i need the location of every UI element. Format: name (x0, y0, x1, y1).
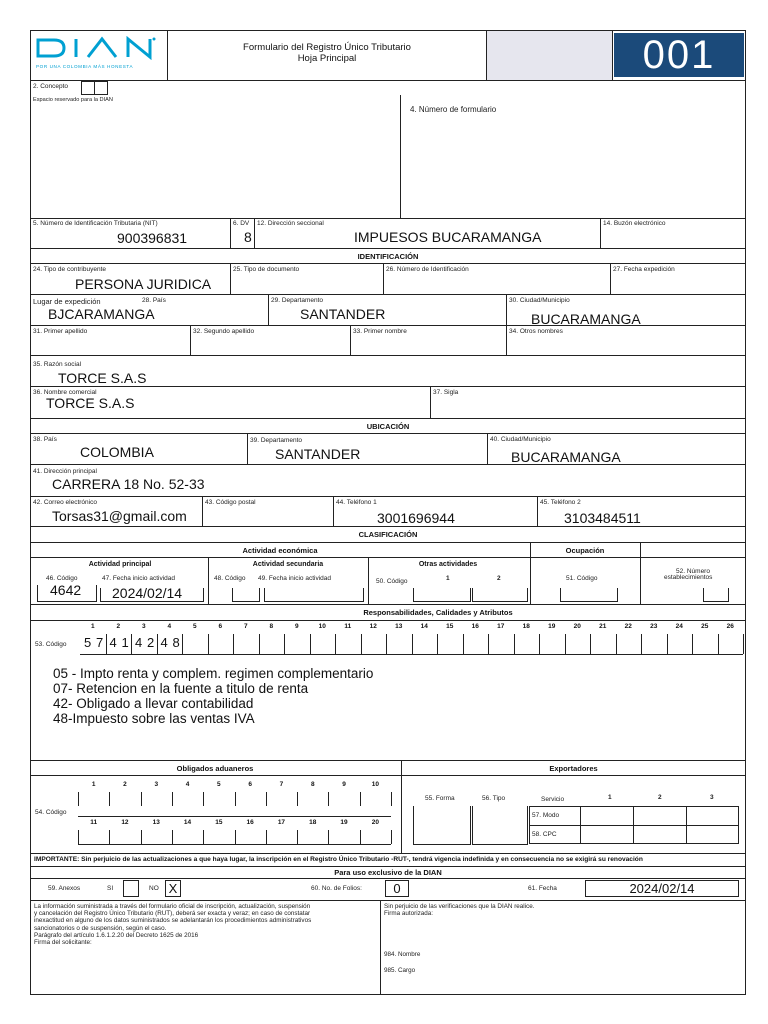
servicio-label: Servicio (541, 796, 565, 803)
correo-label: 42. Correo electrónico (33, 499, 97, 506)
aduaneros-number: 20 (371, 819, 379, 826)
num-id-label: 26. Número de Identificación (386, 266, 469, 273)
servicio-3: 3 (710, 794, 714, 801)
aduaneros-number: 3 (154, 781, 159, 788)
anexos-label: 59. Anexos (48, 885, 81, 892)
aduaneros-number: 9 (342, 781, 346, 788)
nit-label: 5. Número de Identificación Tributaria (NIT) (33, 220, 158, 227)
depto-value: SANTANDER (300, 306, 386, 322)
anexos-si-box[interactable] (123, 880, 139, 897)
aduaneros-number: 2 (123, 781, 127, 788)
resp-number: 13 (395, 623, 403, 630)
resp-lines (53, 666, 373, 726)
aduaneros-number: 14 (183, 819, 192, 826)
tipo-doc-label: 25. Tipo de documento (233, 266, 300, 273)
footer-left-6: Firma del solicitante: (34, 939, 92, 947)
tel1-label: 44. Teléfono 1 (336, 499, 377, 506)
dian-logo (36, 36, 164, 76)
lugar-exp-value: BJCARAMANGA (48, 306, 155, 322)
form-code: 001 (642, 33, 716, 77)
l50: 50. Código (376, 578, 408, 585)
importante-text: IMPORTANTE: Sin perjuicio de las actualizaciones a que haya lugar, la inscripción en el Registro Único Tributario -RUT-, tendrá vigencia indefinida y en consecuencia no se exigirá su renovación (34, 856, 643, 863)
dv-label: 6. DV (233, 220, 250, 227)
ciudad2-label: 40. Ciudad/Municipio (490, 436, 551, 443)
anexos-no-mark: X (168, 881, 178, 896)
concepto-label: 2. Concepto (33, 83, 69, 90)
tel1-value: 3001696944 (377, 510, 455, 526)
ocupacion-title: Ocupación (565, 546, 605, 555)
footer-right-2: Firma autorizada: (384, 910, 433, 918)
resp-number: 26 (726, 623, 734, 630)
resp-code-label: 53. Código (35, 641, 67, 648)
resp-code-digit: 7 (96, 635, 104, 650)
resp-number: 7 (243, 623, 248, 630)
dian-use-title: Para uso exclusivo de la DIAN (334, 868, 442, 877)
concepto-box-2[interactable] (94, 81, 108, 95)
fecha-label: 61. Fecha (528, 885, 557, 892)
resp-number: 1 (90, 623, 95, 630)
aduaneros-number: 4 (185, 781, 190, 788)
resp-number: 18 (522, 623, 530, 630)
nombre-comercial-value: TORCE S.A.S (46, 395, 135, 411)
forma-label: 55. Forma (425, 795, 455, 802)
l46: 46. Código (46, 575, 78, 582)
fecha-box[interactable] (585, 880, 739, 897)
nit-value: 900396831 (117, 230, 188, 246)
razon-social-value: TORCE S.A.S (58, 370, 147, 386)
l51: 51. Código (566, 575, 598, 582)
form-code-box (614, 33, 744, 77)
lugar-exp-label: Lugar de expedición (33, 297, 101, 306)
aduaneros-number: 16 (246, 819, 254, 826)
concepto-box-1[interactable] (81, 81, 95, 95)
otras-2: 2 (497, 575, 501, 582)
aduaneros-label: 54. Código (35, 809, 67, 816)
razon-social-label: 35. Razón social (33, 361, 82, 368)
dv-value: 8 (244, 229, 252, 245)
clasificacion-title: CLASIFICACIÓN (358, 530, 418, 539)
resp-code-digit: 2 (147, 635, 155, 650)
ciudad2-value: BUCARAMANGA (511, 449, 621, 465)
servicio-2: 2 (658, 794, 662, 801)
footer-left-2: y cancelación del Registro Único Tributario (RUT), deberá ser exacta y veraz; en caso de constatar (34, 910, 311, 918)
resp-number: 25 (701, 623, 709, 630)
seccional-value: IMPUESOS BUCARAMANGA (354, 229, 542, 245)
form-number-label: 4. Número de formulario (410, 105, 497, 114)
resp-code-digit: 1 (121, 635, 129, 650)
folios-box[interactable] (385, 880, 409, 897)
primer-nombre-label: 33. Primer nombre (353, 328, 407, 335)
otras-title: Otras actividades (418, 561, 478, 568)
code46-value: 4642 (50, 582, 82, 598)
shaded-box (487, 31, 612, 80)
resp-number: 14 (420, 623, 428, 630)
resp-number: 6 (218, 623, 223, 630)
secundaria-title: Actividad secundaria (252, 561, 324, 568)
resp-line-1: 05 - Impto renta y complem. regimen complementario (53, 666, 374, 681)
aduaneros-number: 1 (91, 781, 96, 788)
aduaneros-number: 6 (248, 781, 252, 788)
tipo-contribuyente-label: 24. Tipo de contribuyente (33, 266, 106, 273)
ciudad-label: 30. Ciudad/Municipio (509, 297, 570, 304)
resp-code-digit: 4 (109, 635, 117, 650)
primer-apellido-label: 31. Primer apellido (33, 328, 88, 335)
fecha-value: 2024/02/14 (629, 881, 695, 896)
footer-right (384, 903, 535, 917)
pais-label: 28. País (142, 297, 166, 304)
otros-nombres-label: 34. Otros nombres (509, 328, 563, 335)
aduaneros-title: Obligados aduaneros (176, 764, 254, 773)
depto2-value: SANTANDER (275, 446, 361, 462)
si-label: SI (107, 885, 114, 892)
l47: 47. Fecha inicio actividad (102, 575, 175, 582)
resp-number: 19 (548, 623, 556, 630)
aduaneros-number: 8 (310, 781, 315, 788)
l48: 48. Código (214, 575, 246, 582)
principal-title: Actividad principal (88, 561, 152, 568)
footer-right-1: Sin perjuicio de las verificaciones que la DIAN realice. (384, 903, 535, 910)
resp-number: 12 (369, 623, 377, 630)
correo-value: Torsas31@gmail.com (52, 508, 187, 524)
logo-tagline: POR UNA COLOMBIA MÁS HONESTA (36, 64, 134, 69)
cpc-label: 58. CPC (532, 831, 557, 838)
resp-code-digit: 5 (84, 635, 92, 650)
nombre-label: 984. Nombre (384, 951, 421, 958)
resp-code-digit: 8 (172, 635, 180, 650)
seccional-label: 12. Dirección seccional (257, 220, 324, 227)
pais2-value: COLOMBIA (80, 444, 154, 460)
resp-number: 20 (573, 623, 581, 630)
modo-label: 57. Modo (532, 812, 560, 819)
aduaneros-number: 12 (121, 819, 129, 826)
folios-value: 0 (393, 881, 401, 896)
tipo-label: 56. Tipo (482, 795, 506, 802)
resp-number: 15 (446, 623, 454, 630)
postal-label: 43. Código postal (205, 499, 256, 506)
direccion-value: CARRERA 18 No. 52-33 (52, 476, 205, 492)
resp-number: 17 (497, 623, 505, 630)
folios-label: 60. No. de Folios: (311, 885, 362, 892)
tel2-value: 3103484511 (564, 510, 641, 526)
aduaneros-number: 19 (340, 819, 348, 826)
footer-left-4: sancionatorios o de suspensión, según el caso. (34, 924, 167, 932)
form-title-line1: Formulario del Registro Único Tributario (243, 42, 411, 53)
resp-number: 4 (167, 623, 172, 630)
resp-number: 10 (318, 623, 326, 630)
aduaneros-number: 13 (152, 819, 160, 826)
resp-number: 11 (344, 623, 352, 630)
aduaneros-number: 7 (279, 781, 284, 788)
l49: 49. Fecha inicio actividad (258, 575, 331, 582)
resp-line-4: 48-Impuesto sobre las ventas IVA (53, 711, 255, 726)
form-title-line2: Hoja Principal (297, 53, 357, 64)
resp-number: 16 (471, 623, 479, 630)
ciudad-value: BUCARAMANGA (531, 311, 641, 327)
depto2-label: 39. Departamento (250, 437, 303, 444)
identificacion-title: IDENTIFICACIÓN (357, 252, 419, 261)
footer-left-1: La información suministrada a través del formulario oficial de inscripción, actualización, suspensión (34, 903, 311, 910)
tel2-label: 45. Teléfono 2 (540, 499, 581, 506)
aduaneros-number: 11 (90, 819, 98, 826)
aduaneros-number: 5 (217, 781, 221, 788)
actividad-title: Actividad económica (242, 546, 318, 555)
sigla-label: 37. Sigla (433, 389, 459, 396)
dian-logo-mark (36, 36, 160, 60)
responsabilidades-title: Responsabilidades, Calidades y Atributos (363, 608, 513, 617)
exportadores-title: Exportadores (549, 764, 598, 773)
reserved-label: Espacio reservado para la DIAN (33, 97, 113, 103)
resp-number: 21 (599, 623, 607, 630)
cargo-label: 985. Cargo (384, 967, 416, 974)
form-title (168, 42, 486, 64)
resp-number: 22 (624, 623, 632, 630)
l52a: 52. Número (676, 568, 710, 575)
resp-number: 8 (269, 623, 274, 630)
no-label: NO (149, 885, 159, 892)
segundo-apellido-label: 32. Segundo apellido (193, 328, 255, 335)
aduaneros-number: 10 (371, 781, 379, 788)
resp-line-3: 42- Obligado a llevar contabilidad (53, 696, 254, 711)
aduaneros-number: 17 (277, 819, 286, 826)
resp-code-digit: 4 (135, 635, 143, 650)
otras-1: 1 (446, 575, 450, 582)
resp-line-2: 07- Retencion en la fuente a titulo de renta (53, 681, 309, 696)
footer-left (34, 903, 378, 946)
aduaneros-number: 15 (215, 819, 223, 826)
ubicacion-title: UBICACIÓN (366, 422, 410, 431)
resp-number: 9 (294, 623, 299, 630)
aduaneros-number: 18 (309, 819, 317, 826)
buzon-label: 14. Buzón electrónico (603, 220, 666, 227)
pais2-label: 38. País (33, 436, 57, 443)
l52b: establecimientos (664, 574, 713, 581)
fecha-exp-label: 27. Fecha expedición (613, 266, 675, 273)
resp-number: 2 (116, 623, 121, 630)
resp-code-digit: 4 (160, 635, 168, 650)
resp-number: 23 (650, 623, 658, 630)
resp-number: 5 (192, 623, 197, 630)
depto-label: 29. Departamento (271, 297, 324, 304)
anexos-no-box[interactable] (165, 880, 181, 897)
footer-left-3: inexactitud en alguno de los datos suministrados se adelantarán los procedimientos administrativos (34, 917, 312, 925)
nombre-comercial-label: 36. Nombre comercial (33, 389, 97, 396)
tipo-contribuyente-value: PERSONA JURIDICA (75, 276, 212, 292)
fecha47-value: 2024/02/14 (112, 585, 183, 601)
resp-number: 3 (141, 623, 146, 630)
servicio-1: 1 (608, 794, 612, 801)
direccion-label: 41. Dirección principal (33, 468, 97, 475)
resp-number: 24 (675, 623, 683, 630)
footer-left-5: Parágrafo del artículo 1.6.1.2.20 del Decreto 1625 de 2016 (34, 931, 199, 939)
